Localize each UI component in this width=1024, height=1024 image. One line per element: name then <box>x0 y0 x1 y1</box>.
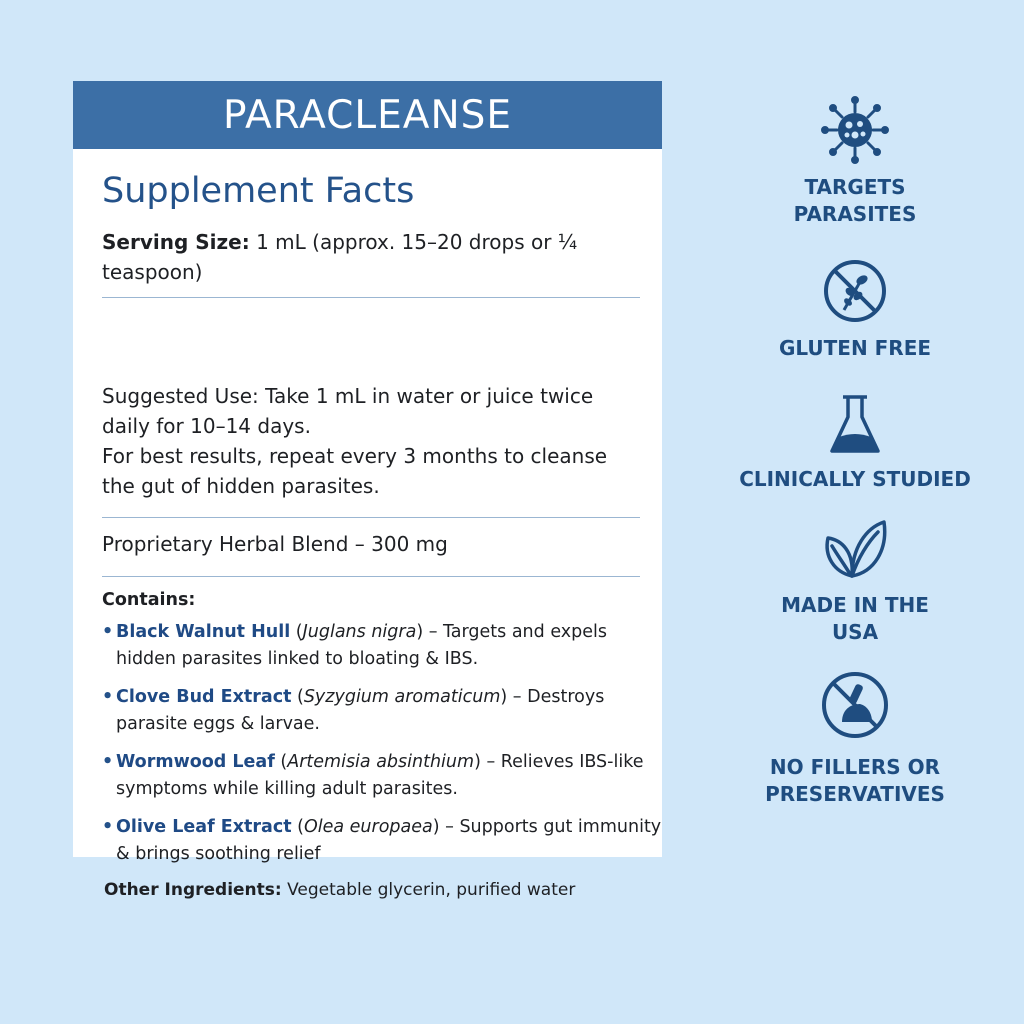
no-gluten-icon <box>822 258 888 328</box>
ingredient-latin: Syzygium aromaticum <box>303 687 501 707</box>
feature-label: CLINICALLY STUDIED <box>739 467 971 491</box>
divider <box>102 576 640 577</box>
supplement-facts-panel <box>73 81 662 900</box>
divider <box>102 297 640 298</box>
ingredient-item: • Olive Leaf Extract (Olea europaea) – Supports gut immunity & brings soothing relief <box>102 814 662 868</box>
ingredient-latin: Juglans nigra <box>302 622 417 642</box>
ingredient-name: Black Walnut Hull <box>116 622 291 642</box>
feature-label: NO FILLERS OR PRESERVATIVES <box>765 755 945 806</box>
ingredient-name: Olive Leaf Extract <box>116 817 292 837</box>
ingredient-desc: – Destroys parasite eggs & larvae. <box>116 687 605 734</box>
ingredient-desc: – Targets and expels hidden parasites linked to bloating & IBS. <box>116 622 607 669</box>
ingredient-desc: – Supports gut immunity & brings soothing relief <box>116 817 662 864</box>
supplement-facts-title: Supplement Facts <box>102 171 415 211</box>
ingredient-latin: Artemisia absinthium <box>287 752 475 772</box>
best-results-text: For best results, repeat every 3 months to cleanse the gut of hidden parasites. <box>102 444 608 498</box>
feature-label: TARGETS PARASITES <box>793 175 917 226</box>
bullet-icon: • <box>102 687 114 707</box>
ingredient-list <box>102 619 662 879</box>
ingredient-latin: Olea europaea <box>303 817 433 837</box>
suggested-use <box>102 381 642 501</box>
bullet-icon: • <box>102 817 114 837</box>
ingredient-name: Wormwood Leaf <box>116 752 275 772</box>
suggested-use-text: Suggested Use: Take 1 mL in water or juice twice daily for 10–14 days. <box>102 384 594 438</box>
serving-size-value: 1 mL (approx. 15–20 drops or ¼ teaspoon) <box>102 230 578 284</box>
divider <box>102 517 640 518</box>
bullet-icon: • <box>102 752 114 772</box>
proprietary-blend: Proprietary Herbal Blend – 300 mg <box>102 532 448 556</box>
other-ingredients <box>104 880 575 900</box>
other-ingredients-value: Vegetable glycerin, purified water <box>281 880 576 900</box>
brand-header <box>73 81 662 149</box>
ingredient-item: • Clove Bud Extract (Syzygium aromaticum) – Destroys parasite eggs & larvae. <box>102 684 662 738</box>
other-ingredients-label: Other Ingredients: <box>104 880 282 900</box>
serving-size <box>102 227 622 287</box>
ingredient-name: Clove Bud Extract <box>116 687 292 707</box>
serving-size-label: Serving Size: <box>102 230 250 254</box>
ingredient-desc: – Relieves IBS-like symptoms while killing adult parasites. <box>116 752 644 799</box>
ingredient-item: • Black Walnut Hull (Juglans nigra) – Targets and expels hidden parasites linked to bloating & IBS. <box>102 619 662 673</box>
leaf-icon <box>822 518 888 584</box>
bullet-icon: • <box>102 622 114 642</box>
brand-name: PARACLEANSE <box>222 92 513 138</box>
contains-label: Contains: <box>102 590 196 610</box>
feature-label: MADE IN THE USA <box>781 593 929 644</box>
feature-label: GLUTEN FREE <box>778 336 932 360</box>
flask-icon <box>827 393 883 461</box>
virus-icon <box>821 96 889 168</box>
ingredient-item: • Wormwood Leaf (Artemisia absinthium) – Relieves IBS-like symptoms while killing adult parasites. <box>102 749 662 803</box>
no-fillers-icon <box>820 670 890 744</box>
